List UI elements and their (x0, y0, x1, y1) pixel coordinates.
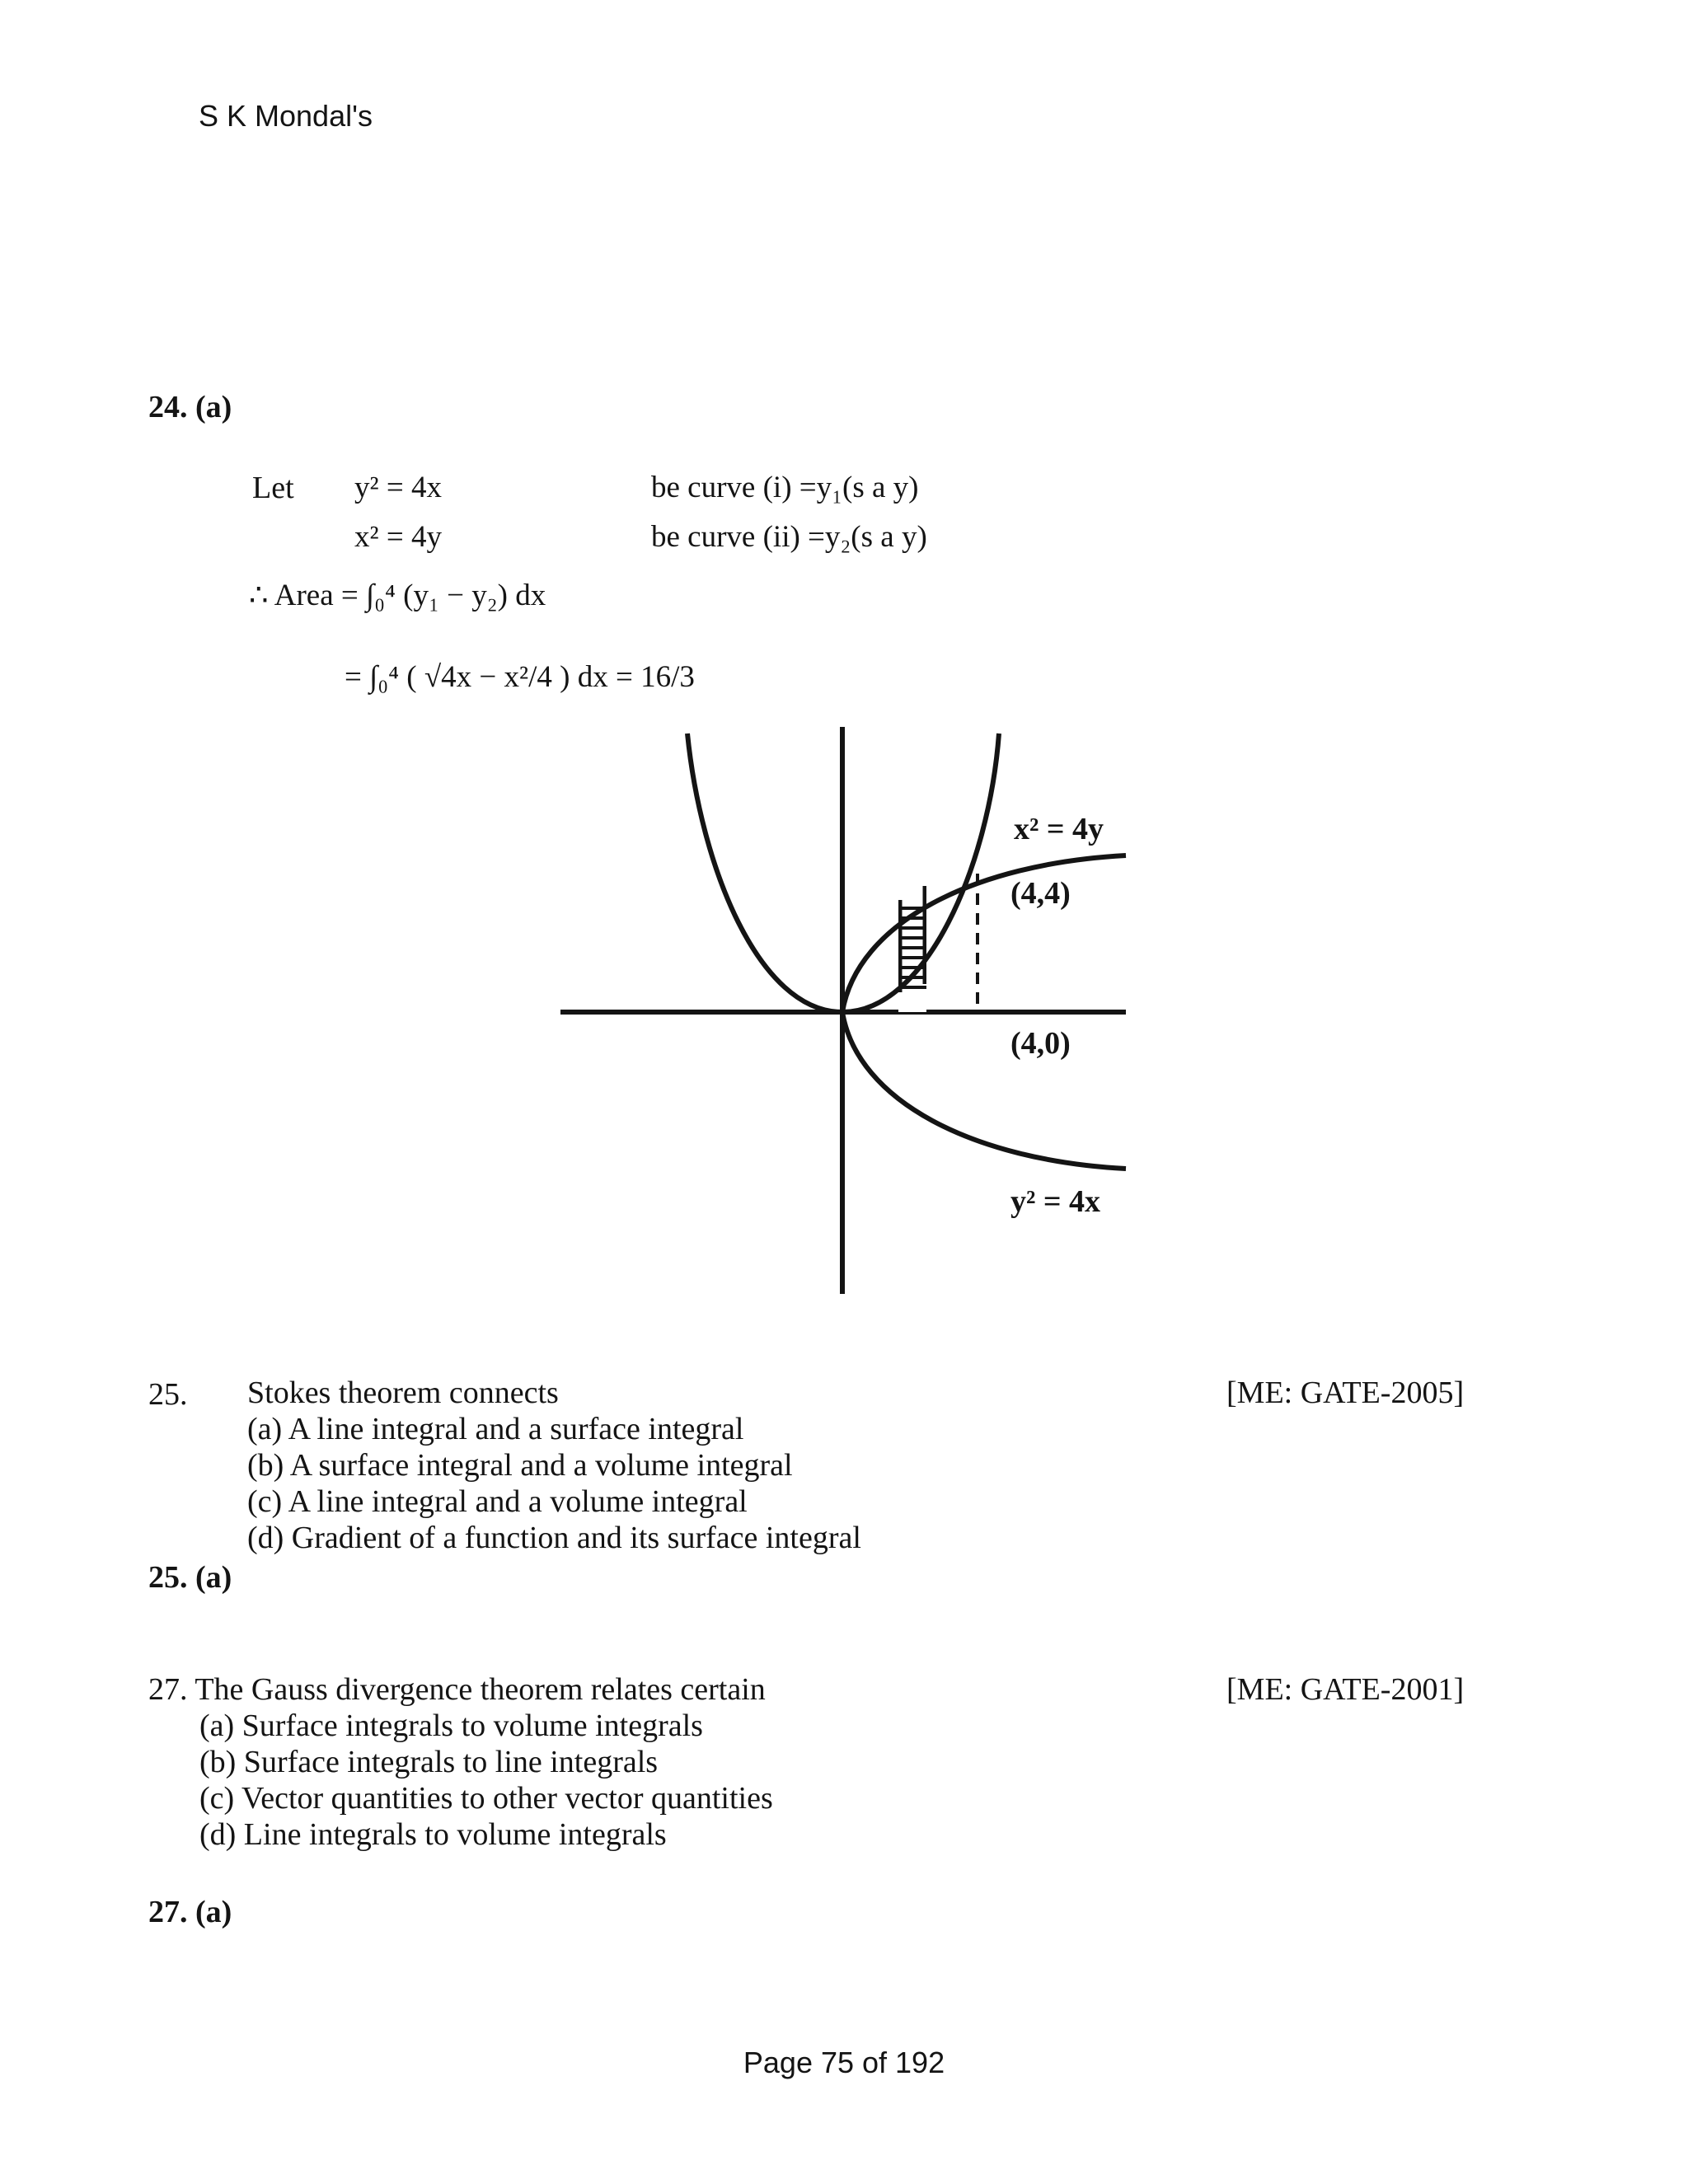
area-integral-line1: ∴ Area = ∫₀⁴ (y₁ − y₂) dx (249, 579, 546, 612)
q24-answer-label: 24. (a) (148, 390, 232, 424)
curve2-description: be curve (ii) =y₂(s a y) (651, 520, 927, 554)
area-integral-line2: = ∫₀⁴ ( √4x − x²/4 ) dx = 16/3 (345, 660, 695, 694)
q25-option-d: (d) Gradient of a function and its surface integral (247, 1521, 861, 1555)
q25-stem: Stokes theorem connects (247, 1376, 559, 1410)
curve1-equation-text: y² = 4x (354, 471, 442, 504)
q25-option-c: (c) A line integral and a volume integral (247, 1484, 748, 1519)
label-parabola-up: x² = 4y (1014, 812, 1104, 846)
parabola-area-figure (544, 717, 1137, 1310)
q25-option-a: (a) A line integral and a surface integral (247, 1412, 744, 1446)
label-point-4-0: (4,0) (1010, 1026, 1071, 1061)
page-number: Page 75 of 192 (743, 2046, 945, 2079)
curve1-equation (354, 470, 442, 505)
q25-answer-label: 25. (a) (148, 1560, 232, 1595)
curve2-equation: x² = 4y (354, 520, 442, 554)
q25-source: [ME: GATE-2005] (1226, 1376, 1465, 1410)
q27-stem: 27. The Gauss divergence theorem relates certain (148, 1672, 766, 1707)
q27-answer-label: 27. (a) (148, 1895, 232, 1929)
q27-option-a: (a) Surface integrals to volume integrals (199, 1708, 703, 1743)
q27-option-b: (b) Surface integrals to line integrals (199, 1745, 659, 1779)
let-label: Let (252, 471, 294, 505)
q27-source: [ME: GATE-2001] (1226, 1672, 1465, 1707)
document-header: S K Mondal's (199, 99, 373, 133)
shaded-strip (898, 874, 948, 1012)
q27-option-c: (c) Vector quantities to other vector quantities (199, 1781, 773, 1816)
q27-option-d: (d) Line integrals to volume integrals (199, 1817, 667, 1852)
label-parabola-right: y² = 4x (1010, 1184, 1101, 1219)
q25-option-b: (b) A surface integral and a volume integral (247, 1448, 793, 1483)
curve1-description: be curve (i) =y₁(s a y) (651, 471, 919, 504)
label-point-4-4: (4,4) (1010, 876, 1071, 911)
q25-number: 25. (148, 1377, 188, 1412)
